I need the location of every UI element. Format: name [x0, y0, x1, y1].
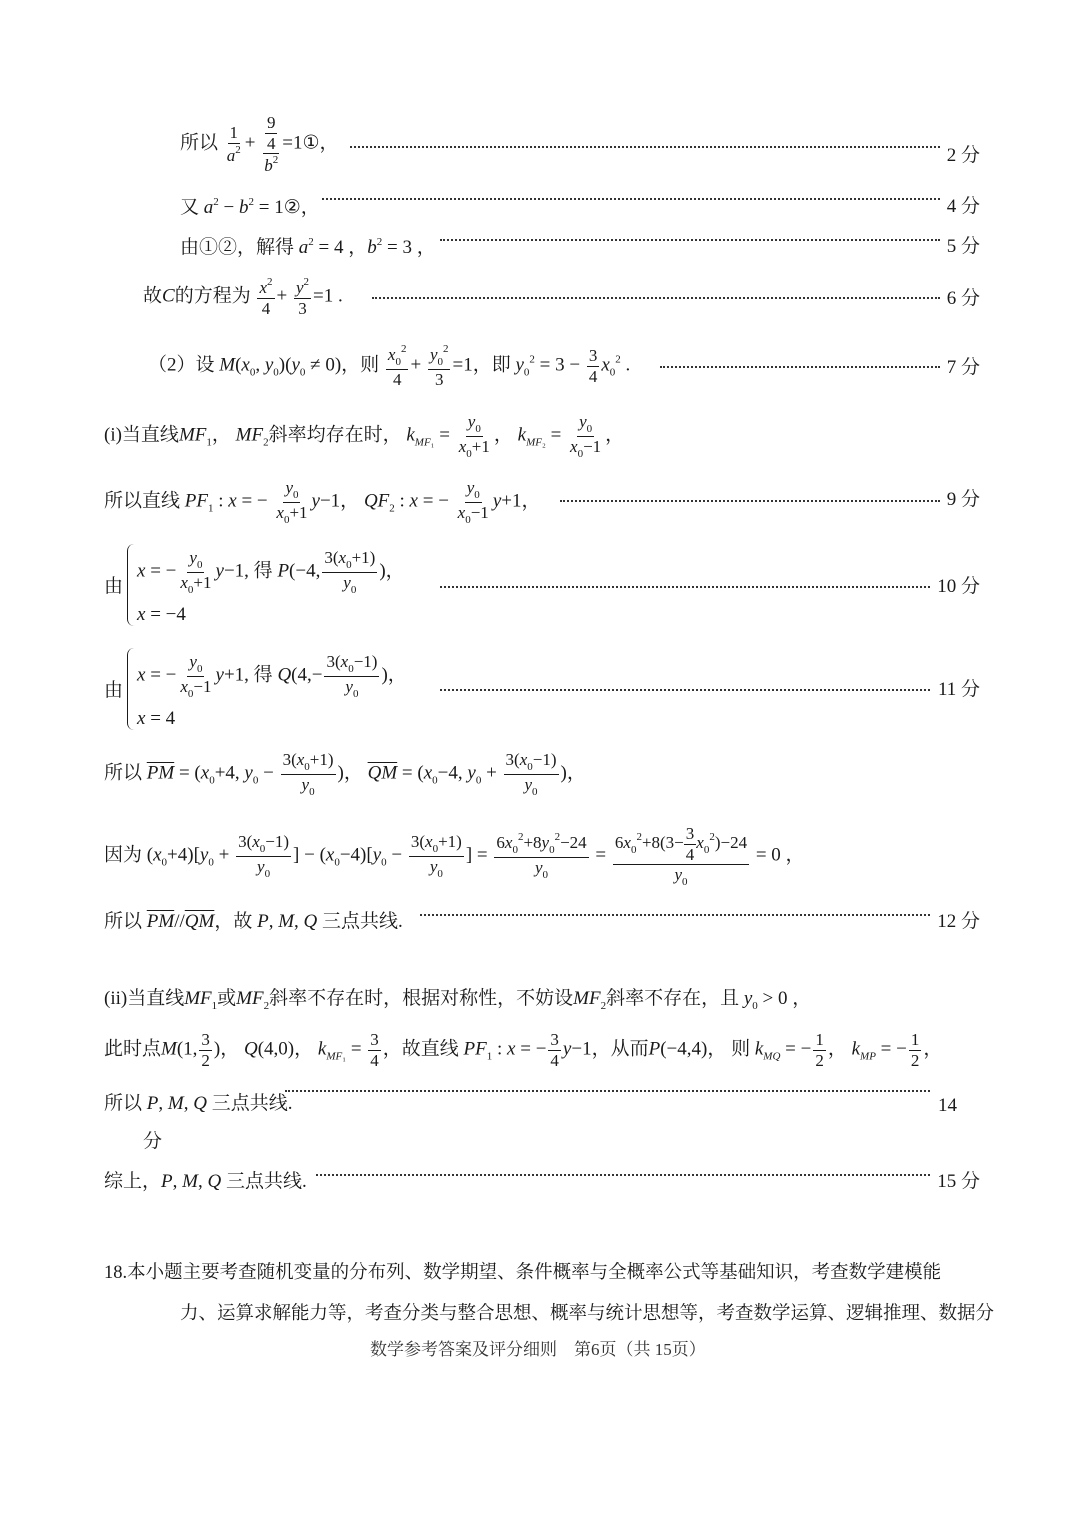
- dot-leader: [560, 500, 940, 502]
- score-4: 4 分: [946, 196, 980, 217]
- dot-leader: [322, 198, 940, 200]
- score-12: 12 分: [937, 911, 980, 932]
- sys-label: 由: [104, 576, 124, 597]
- score-14: 14: [938, 1095, 957, 1116]
- sys-p-eq1: x = − $\frac{y_0}{x_0+1}$ y−1, 得 P(−4, $\frac{3(x_0+1)}{y_0}$ )，: [137, 548, 405, 596]
- score-6: 6 分: [946, 288, 980, 309]
- score-7: 7 分: [946, 357, 980, 378]
- score-14-unit: 分: [143, 1131, 163, 1152]
- eq-line-4: 故C的方程为 $\frac{x^2}{4}$ + $\frac{y^2}{3}$ =1 .: [143, 276, 343, 318]
- sys-q-eq1: x = − $\frac{y_0}{x_0-1}$ y+1, 得 Q(4,− $\frac{3(x_0-1)}{y_0}$ )，: [137, 652, 407, 700]
- dot-leader: [316, 1174, 930, 1176]
- eq-line-6: (i)当直线$MF_1$， $MF_2$斜率均存在时， $k_{MF_1}$ = $\frac{y_0}{x_0+1}$ ， $k_{MF_2}$ = $\frac{y_0}{x_0-1}$ ，: [104, 412, 625, 460]
- eq-collinear: 所以 $\overline{PM}//\overline{QM}$，故 P, M, Q 三点共线.: [104, 911, 403, 932]
- sys-label: 由: [104, 680, 124, 701]
- case-ii: (ii)当直线$MF_1$或$MF_2$斜率不存在时，根据对称性，不妨设$MF_2$斜率不存在，且 $y_0 > 0$ ，: [104, 988, 812, 1012]
- eq-line-7: 所以直线 $PF_1$ : x = − $\frac{y_0}{x_0+1}$ y−1， $QF_2$ : x = − $\frac{y_0}{x_0-1}$ y+1，: [104, 478, 541, 526]
- eq-conclusion: 综上，P, M, Q 三点共线.: [104, 1171, 307, 1192]
- brace: [127, 544, 134, 626]
- dot-leader: [660, 366, 940, 368]
- score-11: 11 分: [937, 679, 980, 700]
- dot-leader: [440, 689, 930, 691]
- sys-q-eq2: x = 4: [137, 708, 176, 729]
- dot-leader: [440, 586, 930, 588]
- dot-leader: [420, 914, 930, 916]
- score-2: 2 分: [946, 145, 980, 166]
- eq-collinear-2: 所以 P, M, Q 三点共线.: [104, 1093, 293, 1114]
- score-9: 9 分: [946, 489, 980, 510]
- eq-line-1: 所以 $\frac{1}{a^2}$ + $\frac{\frac{9}{4}}{b^2}$ =1①，: [180, 113, 339, 176]
- eq-because: 因为 $(x_0+4)[y_0$ + $\frac{3(x_0-1)}{y_0}$ ] − $(x_0-4)[y_0$ − $\frac{3(x_0+1)}{y_0}$ ] = $\frac{6x_0^2+8y_0^2-24}{y_0}$ = $6x_0^2+8(3-$ $\frac{3}{4}$ $x_0^2)-24$ $y_0$ = 0 ，: [104, 824, 805, 889]
- score-5: 5 分: [946, 236, 980, 257]
- eq-line-5: （2）设 $M(x_0$, $y_0)(y_0 \ne 0)$，则 $\frac{x_0^2}{4}$ + $\frac{y_0^2}{3}$ =1，即 $y_0^2 = 3$ − $\frac{3}{4}$ $x_0^2$ .: [148, 343, 631, 389]
- dot-leader: [372, 297, 940, 299]
- score-10: 10 分: [937, 576, 980, 597]
- dot-leader: [285, 1090, 930, 1092]
- eq-line-2: 又 $a^2 - b^2$ = 1②，: [180, 196, 320, 218]
- dot-leader: [350, 146, 940, 148]
- q18-line-2: 力、运算求解能力等，考查分类与整合思想、概率与统计思想等，考查数学运算、逻辑推理、数据分: [180, 1304, 995, 1324]
- q18-line-1: 18.本小题主要考查随机变量的分布列、数学期望、条件概率与全概率公式等基础知识，考查数学建模能: [104, 1263, 942, 1283]
- eq-cishi: 此时点M(1, $\frac{3}{2}$ )， Q(4,0)， $k_{MF_1}$ = $\frac{3}{4}$ ，故直线 $PF_1$ : x = − $\frac{3}{4}$ y−1，从而P(−4,4)， 则 $k_{MQ}$ = − $\frac{1}{2}$ ， $k_{MP}$ = − $\frac{1}{2}$ ，: [104, 1030, 943, 1070]
- dot-leader: [440, 239, 940, 241]
- score-15: 15 分: [937, 1171, 980, 1192]
- brace: [127, 648, 134, 730]
- page-footer: 数学参考答案及评分细则 第6页（共 15页）: [370, 1340, 706, 1359]
- sys-p-eq2: x = −4: [137, 604, 186, 625]
- eq-line-3: 由①②，解得 $a^2 = 4$ ，$b^2 = 3$ ，: [180, 236, 436, 258]
- eq-vectors: 所以 $\overline{PM} = (x_0+4$, $y_0$ − $\frac{3(x_0+1)}{y_0}$ )， $\overline{QM} = (x_0-4$, $y_0$ + $\frac{3(x_0-1)}{y_0}$ )，: [104, 750, 586, 798]
